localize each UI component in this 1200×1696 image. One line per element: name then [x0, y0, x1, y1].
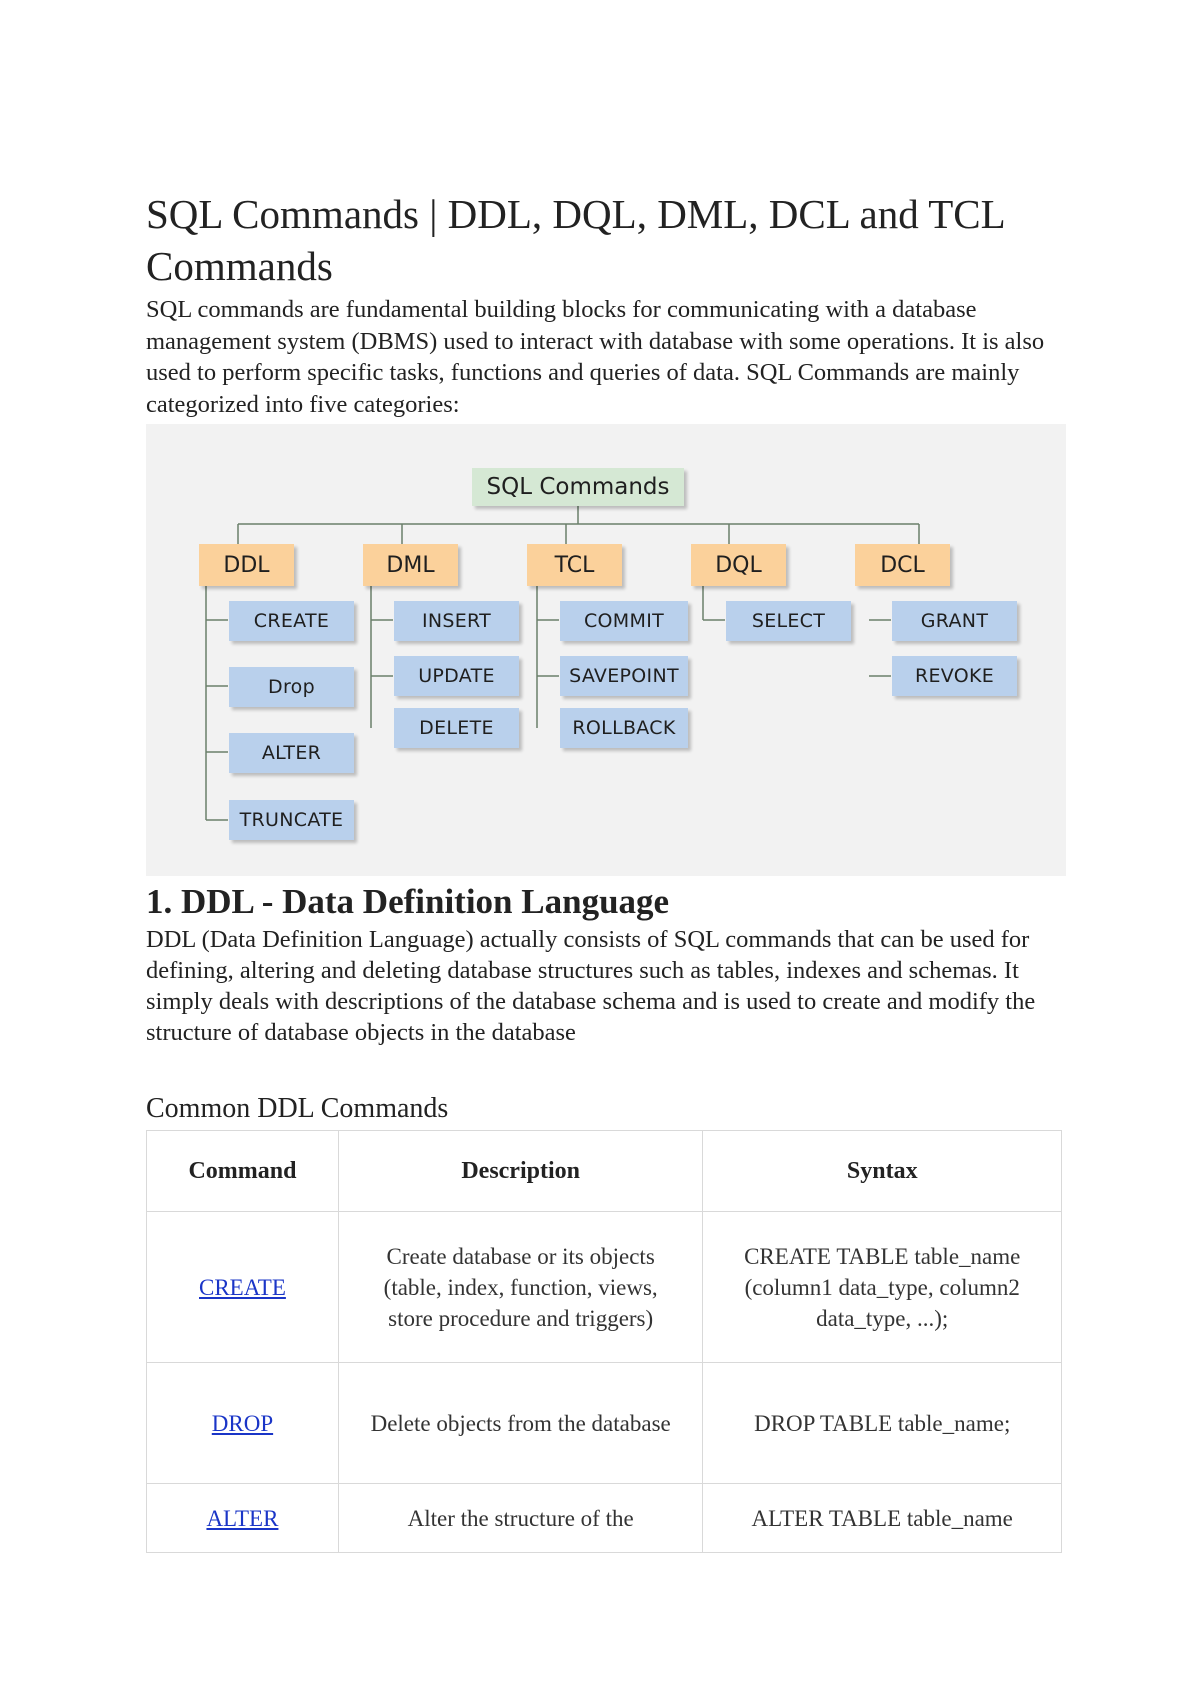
diagram-category-dml: DML — [363, 544, 458, 586]
description-cell: Delete objects from the database — [338, 1363, 703, 1484]
diagram-command-select: SELECT — [726, 601, 851, 641]
description-cell: Create database or its objects (table, index, function, views, store procedure and triggers) — [338, 1212, 703, 1363]
command-cell — [147, 1484, 339, 1553]
drop-link[interactable]: DROP — [211, 1410, 274, 1436]
diagram-category-dcl: DCL — [855, 544, 950, 586]
column-header-syntax: Syntax — [703, 1131, 1062, 1212]
ddl-description: DDL (Data Definition Language) actually consists of SQL commands that can be used for defining, altering and deleting database structures such as tables, indexes and schemas. It simply deals with descriptions of the database schema and is used to create and modify the structure of database objects in the database — [146, 926, 1036, 1046]
diagram-command-delete: DELETE — [394, 708, 519, 748]
command-cell — [147, 1212, 339, 1363]
syntax-cell: DROP TABLE table_name; — [703, 1363, 1062, 1484]
diagram-root-sql-commands: SQL Commands — [472, 468, 684, 506]
diagram-category-dql: DQL — [691, 544, 786, 586]
column-header-description: Description — [338, 1131, 703, 1212]
table-row — [147, 1363, 1062, 1484]
diagram-command-alter: ALTER — [229, 733, 354, 773]
alter-link[interactable]: ALTER — [206, 1505, 279, 1531]
diagram-command-insert: INSERT — [394, 601, 519, 641]
table-row — [147, 1484, 1062, 1553]
ddl-commands-table — [146, 1130, 1062, 1553]
page-title: SQL Commands | DDL, DQL, DML, DCL and TCL Commands — [146, 191, 1005, 289]
syntax-cell: ALTER TABLE table_name — [703, 1484, 1062, 1553]
diagram-category-ddl: DDL — [199, 544, 294, 586]
create-link[interactable]: CREATE — [199, 1274, 286, 1300]
syntax-cell: CREATE TABLE table_name (column1 data_type, column2 data_type, ...); — [703, 1212, 1062, 1363]
diagram-command-rollback: ROLLBACK — [560, 708, 688, 748]
table-row — [147, 1212, 1062, 1363]
table-header-row — [147, 1131, 1062, 1212]
diagram-command-create: CREATE — [229, 601, 354, 641]
diagram-command-commit: COMMIT — [560, 601, 688, 641]
description-cell: Alter the structure of the — [338, 1484, 703, 1553]
diagram-command-truncate: TRUNCATE — [229, 800, 354, 840]
table-caption: Common DDL Commands — [146, 1093, 449, 1124]
diagram-command-revoke: REVOKE — [892, 656, 1017, 696]
diagram-command-drop: Drop — [229, 667, 354, 707]
diagram-command-savepoint: SAVEPOINT — [560, 656, 688, 696]
command-cell — [147, 1363, 339, 1484]
sql-commands-diagram — [146, 424, 1066, 876]
ddl-heading: 1. DDL - Data Definition Language — [146, 882, 670, 921]
document-page — [146, 188, 1066, 1553]
column-header-command: Command — [147, 1131, 339, 1212]
diagram-command-update: UPDATE — [394, 656, 519, 696]
intro-paragraph: SQL commands are fundamental building blocks for communicating with a database management system (DBMS) used to interact with database with some operations. It is also used to perform specific tasks, functions and queries of data. SQL Commands are mainly categorized into five categories: — [146, 296, 1045, 418]
diagram-command-grant: GRANT — [892, 601, 1017, 641]
diagram-category-tcl: TCL — [527, 544, 622, 586]
